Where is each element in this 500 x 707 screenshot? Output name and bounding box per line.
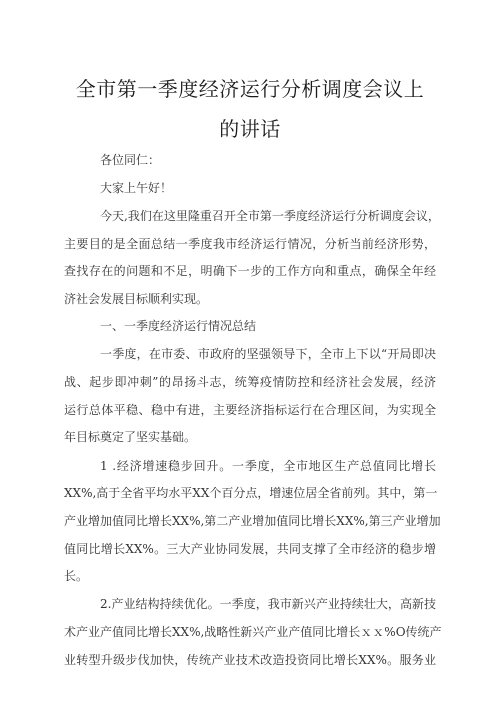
paragraph-line: 今天,我们在这里隆重召开全市第一季度经济运行分析调度会议， <box>100 209 440 223</box>
paragraph-line: 主要目的是全面总结一季度我市经济运行情况，分析当前经济形势， <box>64 237 436 251</box>
document-title-line-1: 全市第一季度经济运行分析调度会议上 <box>75 77 425 101</box>
paragraph-line: 运行总体平稳、稳中有进，主要经济指标运行在合理区间，为实现全 <box>64 403 436 417</box>
paragraph-line: 1 .经济增速稳步回升。一季度，全市地区生产总值同比增长 <box>100 459 436 473</box>
section-heading: 一、一季度经济运行情况总结 <box>100 319 257 333</box>
paragraph-line: 值同比增长XX%。三大产业协同发展，共同支撑了全市经济的稳步增 <box>64 542 436 556</box>
paragraph-line: 产业增加值同比增长XX%,第二产业增加值同比增长XX%,第三产业增加 <box>64 514 441 528</box>
salutation: 各位同仁： <box>100 153 161 167</box>
greeting: 大家上午好！ <box>100 181 173 195</box>
paragraph-line: 查找存在的问题和不足，明确下一步的工作方向和重点，确保全年经 <box>64 264 436 278</box>
paragraph-line: 长。 <box>64 569 89 583</box>
paragraph-line: 术产业产值同比增长XX%,战略性新兴产业产值同比增长ｘｘ%O传统产 <box>64 625 442 639</box>
paragraph-line: 业转型升级步伐加快，传统产业技术改造投资同比增长XX%。服务业 <box>64 653 436 667</box>
paragraph-line: 济社会发展目标顺利实现。 <box>64 292 209 306</box>
paragraph-line: 年目标奠定了坚实基础。 <box>64 430 197 444</box>
paragraph-line: 战、起步即冲刺”的昂扬斗志，统筹疫情防控和经济社会发展，经济 <box>64 375 436 389</box>
paragraph-line: 2.产业结构持续优化。一季度，我市新兴产业持续壮大，高新技 <box>100 597 436 611</box>
document-title-line-2: 的讲话 <box>219 117 281 141</box>
paragraph-line: 一季度，在市委、市政府的坚强领导下，全市上下以“开局即决 <box>100 347 436 361</box>
paragraph-line: XX%,高于全省平均水平XX个百分点，增速位居全省前列。其中，第一 <box>64 486 438 500</box>
